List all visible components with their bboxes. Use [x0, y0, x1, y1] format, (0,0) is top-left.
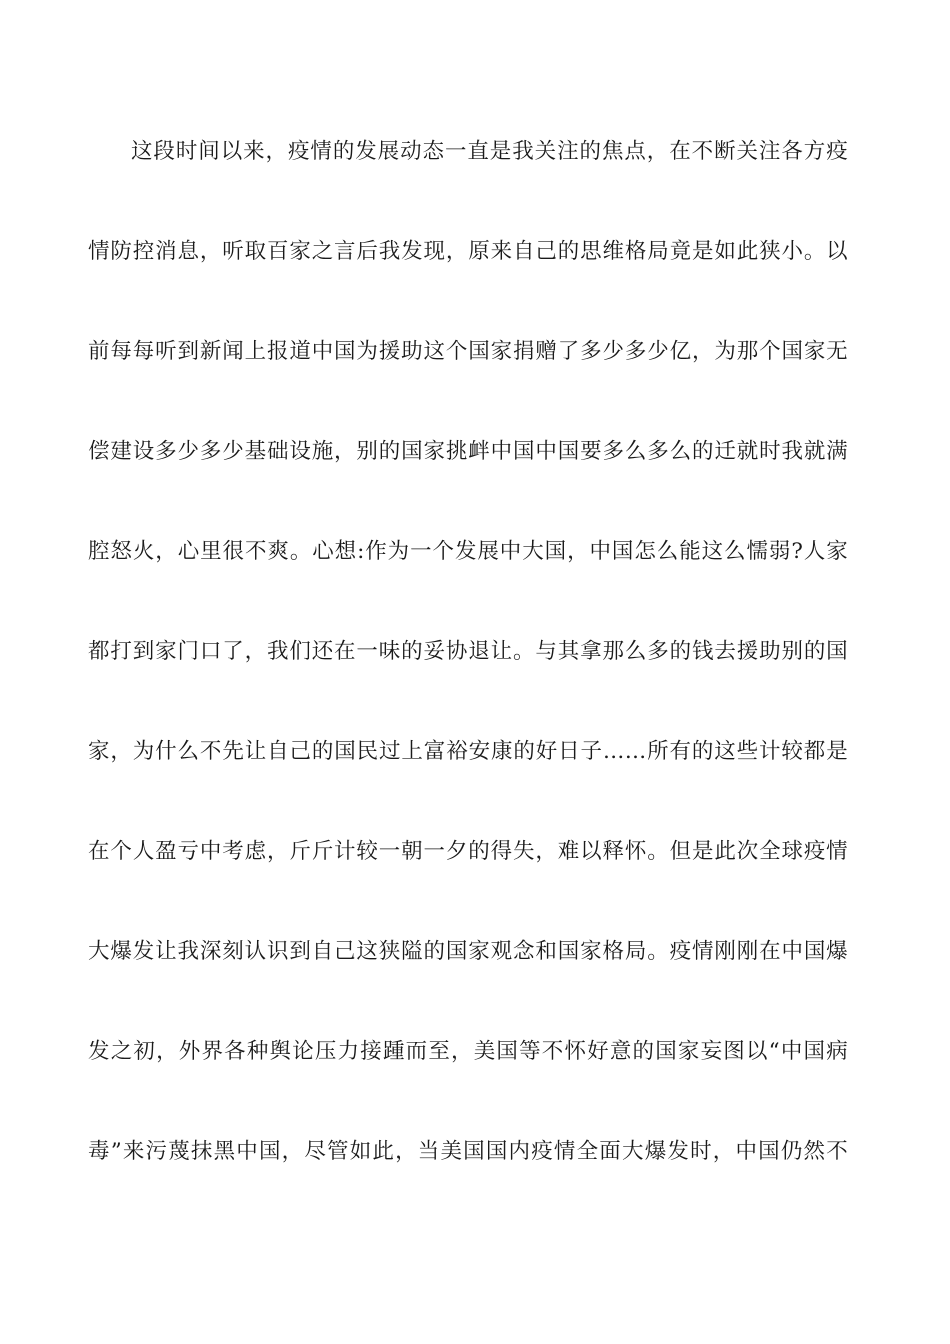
paragraph-line: 情防控消息，听取百家之言后我发现，原来自己的思维格局竟是如此狭小。以 — [88, 239, 848, 264]
paragraph-line: 家，为什么不先让自己的国民过上富裕安康的好日子……所有的这些计较都是 — [88, 739, 848, 764]
paragraph-line: 在个人盈亏中考虑，斤斤计较一朝一夕的得失，难以释怀。但是此次全球疫情 — [88, 839, 848, 864]
paragraph-line: 这段时间以来，疫情的发展动态一直是我关注的焦点，在不断关注各方疫 — [131, 139, 848, 164]
paragraph-line: 前每每听到新闻上报道中国为援助这个国家捐赠了多少多少亿，为那个国家无 — [88, 339, 848, 364]
paragraph-line: 偿建设多少多少基础设施，别的国家挑衅中国中国要多么多么的迁就时我就满 — [88, 439, 848, 464]
paragraph-line: 腔怒火，心里很不爽。心想:作为一个发展中大国，中国怎么能这么懦弱?人家 — [88, 539, 848, 564]
paragraph-line: 大爆发让我深刻认识到自己这狭隘的国家观念和国家格局。疫情刚刚在中国爆 — [88, 939, 848, 964]
paragraph-line: 发之初，外界各种舆论压力接踵而至，美国等不怀好意的国家妄图以“中国病 — [88, 1039, 848, 1064]
paragraph-line: 都打到家门口了，我们还在一味的妥协退让。与其拿那么多的钱去援助别的国 — [88, 639, 848, 664]
paragraph-line: 毒”来污蔑抹黑中国，尽管如此，当美国国内疫情全面大爆发时，中国仍然不 — [88, 1139, 848, 1164]
